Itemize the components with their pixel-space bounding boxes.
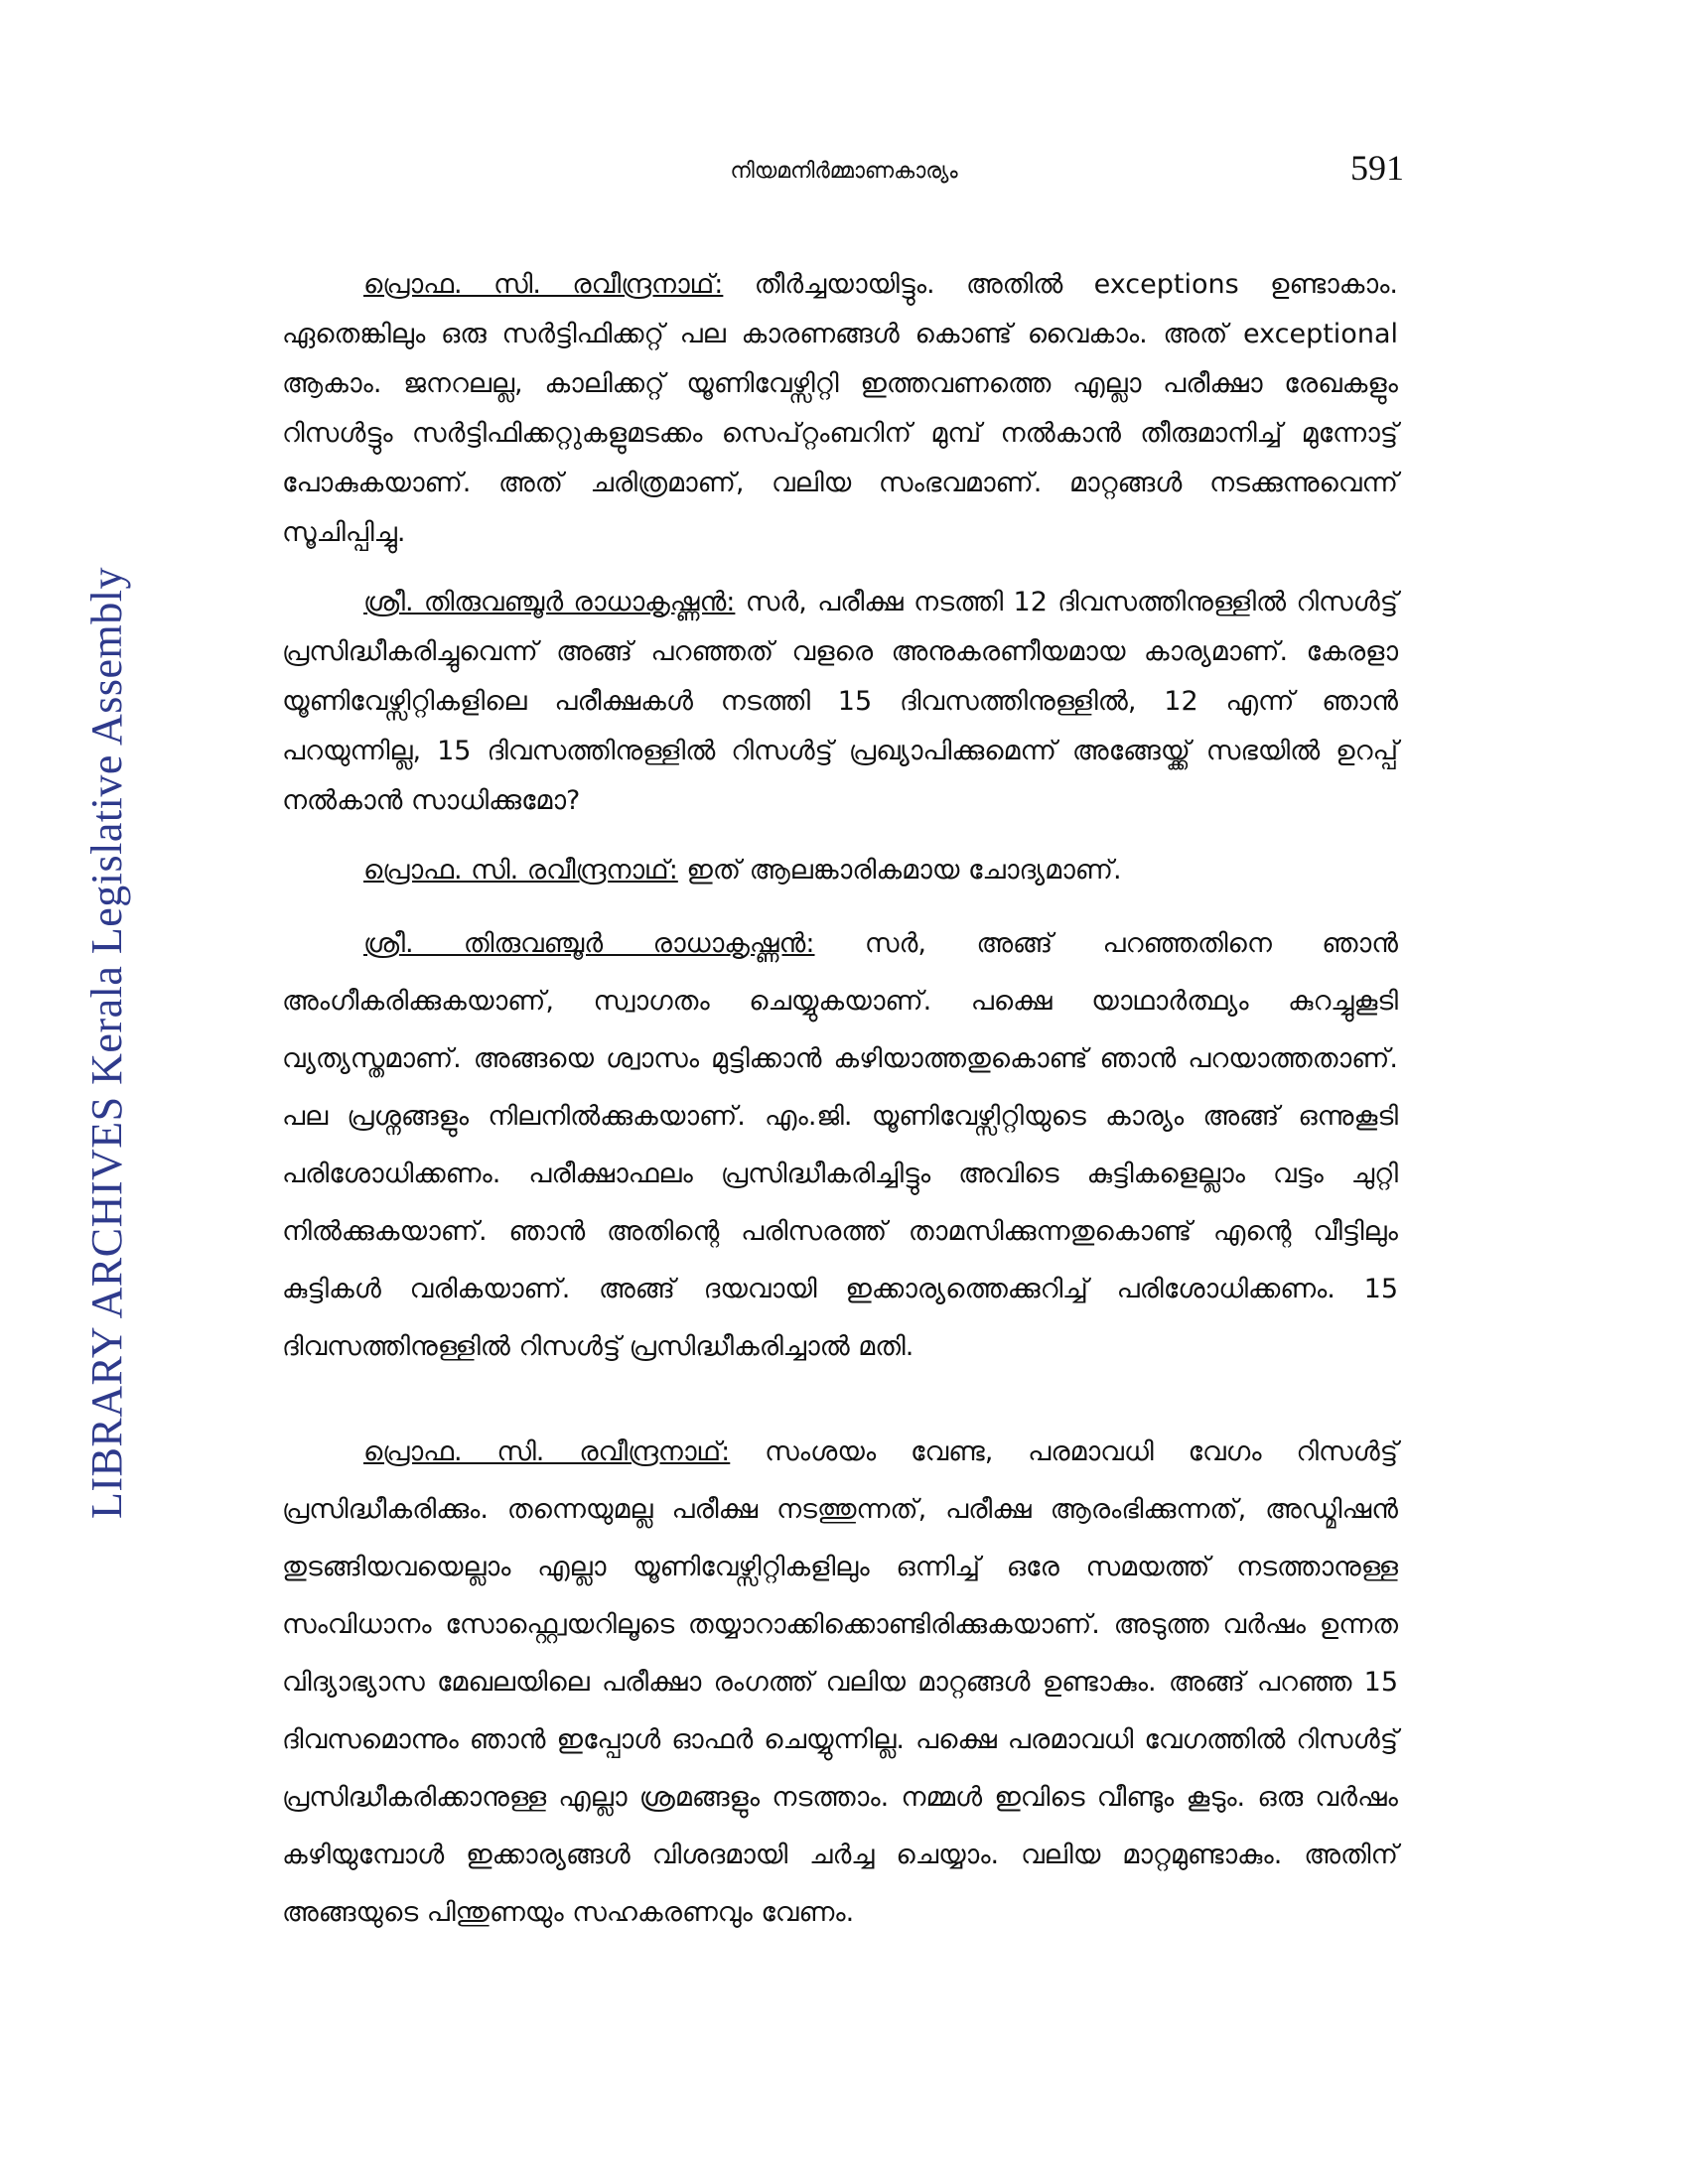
paragraph-text: സംശയം വേണ്ട, പരമാവധി വേഗം റിസൾട്ട് പ്രസിദ്ധീകരിക്കും. തന്നെയുമല്ല പരീക്ഷ നടത്തുന്നത്, പരീക്ഷ ആരംഭിക്കുന്നത്, അഡ്മിഷൻ തുടങ്ങിയവയെല്ലാം എല്ലാ യൂണിവേഴ്സിറ്റികളിലും ഒന്നിച്ച് ഒരേ സമയത്ത് നടത്താനുള്ള സംവിധാനം സോഫ്റ്റ്വെയറിലൂടെ തയ്യാറാക്കിക്കൊണ്ടിരിക്കുകയാണ്. അടുത്ത വർഷം ഉന്നത വിദ്യാഭ്യാസ മേഖലയിലെ പരീക്ഷാ രംഗത്ത് വലിയ മാറ്റങ്ങൾ ഉണ്ടാകും. അങ്ങ് പറഞ്ഞ 15 ദിവസമൊന്നും ഞാൻ ഇപ്പോൾ ഓഫർ ചെയ്യുന്നില്ല. പക്ഷെ പരമാവധി വേഗത്തിൽ റിസൾട്ട് പ്രസിദ്ധീകരിക്കാനുള്ള എല്ലാ ശ്രമങ്ങളും നടത്താം. നമ്മൾ ഇവിടെ വീണ്ടും കൂടും. ഒരു വർഷം കഴിയുമ്പോൾ ഇക്കാര്യങ്ങൾ വിശദമായി ചർച്ച ചെയ്യാം. വലിയ മാറ്റമുണ്ടാകും. അതിന് അങ്ങയുടെ പിന്തുണയും സഹകരണവും വേണം. xyxy=(282,1436,1398,1928)
page-number: 591 xyxy=(1350,148,1404,188)
speaker-name: പ്രൊഫ. സി. രവീന്ദ്രനാഥ്: xyxy=(363,1436,731,1467)
speaker-name: പ്രൊഫ. സി. രവീന്ദ്രനാഥ്: xyxy=(363,269,724,300)
paragraph-text: തീർച്ചയായിട്ടും. അതിൽ exceptions ഉണ്ടാകാം. ഏതെങ്കിലും ഒരു സർട്ടിഫിക്കറ്റ് പല കാരണങ്ങൾ കൊണ്ട് വൈകാം. അത് exceptional ആകാം. ജനറലല്ല, കാലിക്കറ്റ് യൂണിവേഴ്സിറ്റി ഇത്തവണത്തെ എല്ലാ പരീക്ഷാ രേഖകളും റിസൾട്ടും സർട്ടിഫിക്കറ്റുകളുമടക്കം സെപ്റ്റംബറിന് മുമ്പ് നൽകാൻ തീരുമാനിച്ച് മുന്നോട്ട് പോകുകയാണ്. അത് ചരിത്രമാണ്, വലിയ സംഭവമാണ്. മാറ്റങ്ങൾ നടക്കുന്നുവെന്ന് സൂചിപ്പിച്ചു. xyxy=(282,269,1398,548)
speaker-name: ശ്രീ. തിരുവഞ്ചൂർ രാധാകൃഷ്ണൻ: xyxy=(363,928,815,959)
paragraph-text: സർ, അങ്ങ് പറഞ്ഞതിനെ ഞാൻ അംഗീകരിക്കുകയാണ്, സ്വാഗതം ചെയ്യുകയാണ്. പക്ഷെ യാഥാർത്ഥ്യം കുറച്ചുകൂടി വ്യത്യസ്തമാണ്. അങ്ങയെ ശ്വാസം മുട്ടിക്കാൻ കഴിയാത്തതുകൊണ്ട് ഞാൻ പറയാത്തതാണ്. പല പ്രശ്നങ്ങളും നിലനിൽക്കുകയാണ്. എം.ജി. യൂണിവേഴ്സിറ്റിയുടെ കാര്യം അങ്ങ് ഒന്നുകൂടി പരിശോധിക്കണം. പരീക്ഷാഫലം പ്രസിദ്ധീകരിച്ചിട്ടും അവിടെ കുട്ടികളെല്ലാം വട്ടം ചുറ്റി നിൽക്കുകയാണ്. ഞാൻ അതിന്റെ പരിസരത്ത് താമസിക്കുന്നതുകൊണ്ട് എന്റെ വീട്ടിലും കുട്ടികൾ വരികയാണ്. അങ്ങ് ദയവായി ഇക്കാര്യത്തെക്കുറിച്ച് പരിശോധിക്കണം. 15 ദിവസത്തിനുള്ളിൽ റിസൾട്ട് പ്രസിദ്ധീകരിച്ചാൽ മതി. xyxy=(282,928,1398,1362)
paragraph-3 xyxy=(282,846,1398,895)
paragraph-text: സർ, പരീക്ഷ നടത്തി 12 ദിവസത്തിനുള്ളിൽ റിസൾട്ട് പ്രസിദ്ധീകരിച്ചുവെന്ന് അങ്ങ് പറഞ്ഞത് വളരെ അനുകരണീയമായ കാര്യമാണ്. കേരളാ യൂണിവേഴ്സിറ്റികളിലെ പരീക്ഷകൾ നടത്തി 15 ദിവസത്തിനുള്ളിൽ, 12 എന്ന് ഞാൻ പറയുന്നില്ല, 15 ദിവസത്തിനുള്ളിൽ റിസൾട്ട് പ്രഖ്യാപിക്കുമെന്ന് അങ്ങേയ്ക്ക് സഭയിൽ ഉറപ്പ് നൽകാൻ സാധിക്കുമോ? xyxy=(282,587,1398,816)
paragraph-text: ഇത് ആലങ്കാരികമായ ചോദ്യമാണ്. xyxy=(677,855,1122,886)
paragraph-4 xyxy=(282,915,1398,1376)
speaker-name: ശ്രീ. തിരുവഞ്ചൂർ രാധാകൃഷ്ണൻ: xyxy=(363,587,736,617)
page-header-title: നിയമനിർമ്മാണകാര്യം xyxy=(730,159,958,184)
paragraph-2 xyxy=(282,578,1398,826)
document-body xyxy=(282,260,1398,1962)
archive-watermark: LIBRARY ARCHIVES Kerala Legislative Assembly xyxy=(82,567,131,1519)
paragraph-5 xyxy=(282,1424,1398,1942)
speaker-name: പ്രൊഫ. സി. രവീന്ദ്രനാഥ്: xyxy=(363,855,678,886)
paragraph-1 xyxy=(282,260,1398,558)
